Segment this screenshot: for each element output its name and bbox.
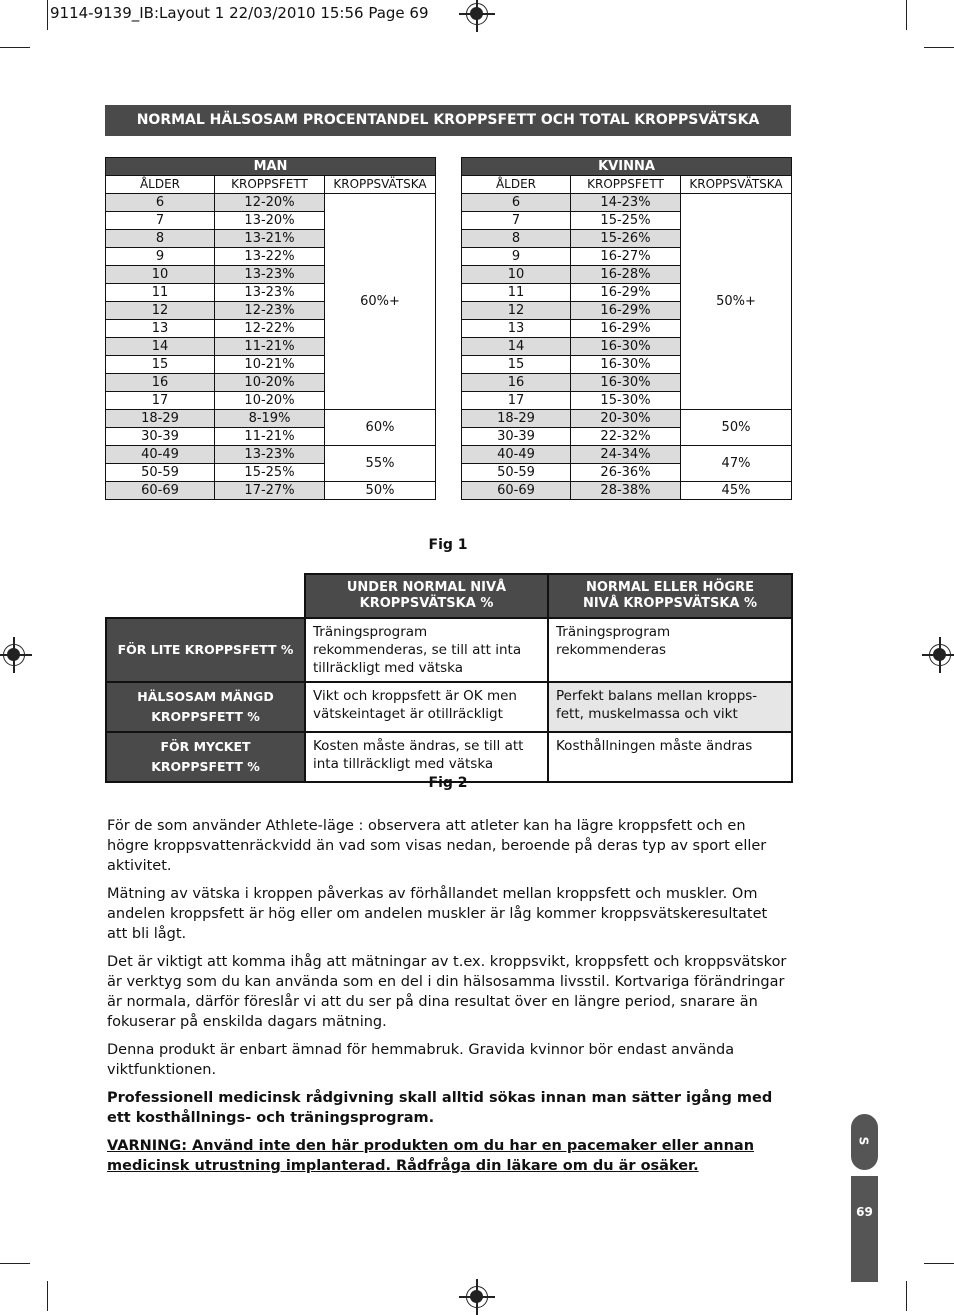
crop-mark [0, 47, 30, 48]
fat-cell: 24-34% [571, 446, 681, 464]
col-header-fat: KROPPSFETT [215, 176, 325, 194]
cell-too-little-normal: Träningsprogram rekommenderas [548, 618, 792, 682]
age-cell: 16 [462, 374, 571, 392]
registration-mark-icon [466, 1286, 488, 1308]
registration-mark-icon [929, 644, 951, 666]
water-cell: 60% [325, 410, 436, 446]
crop-mark [924, 1263, 954, 1264]
age-cell: 16 [106, 374, 215, 392]
fat-cell: 13-23% [215, 284, 325, 302]
fat-cell: 10-20% [215, 392, 325, 410]
age-cell: 8 [106, 230, 215, 248]
age-cell: 10 [462, 266, 571, 284]
fat-cell: 16-29% [571, 302, 681, 320]
registration-mark-icon [466, 3, 488, 25]
table-row [462, 482, 792, 500]
language-letter: S [856, 1136, 871, 1146]
fat-cell: 22-32% [571, 428, 681, 446]
fat-cell: 11-21% [215, 338, 325, 356]
age-cell: 11 [106, 284, 215, 302]
table-title: MAN [106, 158, 436, 176]
age-cell: 18-29 [106, 410, 215, 428]
paragraph: För de som använder Athlete-läge : observera att atleter kan ha lägre kroppsfett och en högre kroppsvattenräckvidd än vad som visas nedan, beroende på deras typ av sport eller aktivitet. [107, 818, 767, 874]
figure-caption: Fig 1 [428, 537, 468, 553]
age-cell: 8 [462, 230, 571, 248]
corner-cell [106, 574, 305, 618]
water-cell: 50% [681, 410, 792, 446]
age-cell: 9 [106, 248, 215, 266]
age-cell: 50-59 [106, 464, 215, 482]
cell-healthy-under: Vikt och kroppsfett är OK men vätskeintaget är otillräckligt [305, 682, 548, 732]
age-cell: 18-29 [462, 410, 571, 428]
fat-cell: 10-21% [215, 356, 325, 374]
fat-cell: 12-20% [215, 194, 325, 212]
warning-note: VARNING: Använd inte den här produkten om du har en pacemaker eller annan medicinsk utrustning implanterad. Rådfråga din läkare om du är osäker. [107, 1138, 755, 1174]
fat-cell: 17-27% [215, 482, 325, 500]
fat-cell: 12-23% [215, 302, 325, 320]
age-cell: 14 [106, 338, 215, 356]
age-cell: 9 [462, 248, 571, 266]
age-cell: 12 [462, 302, 571, 320]
age-cell: 6 [106, 194, 215, 212]
fat-cell: 13-22% [215, 248, 325, 266]
fat-cell: 16-29% [571, 284, 681, 302]
table-man-body [106, 194, 436, 500]
medical-advice-note: Professionell medicinsk rådgivning skall alltid sökas innan man sätter igång med ett kosthållnings- och träningsprogram. [107, 1090, 773, 1126]
registration-mark-icon [3, 644, 25, 666]
cell-too-much-under: Kosten måste ändras, se till att inta tillräckligt med vätska [305, 732, 548, 782]
age-cell: 17 [106, 392, 215, 410]
crop-mark [0, 1263, 30, 1264]
age-cell: 40-49 [106, 446, 215, 464]
water-cell: 60%+ [325, 194, 436, 410]
fat-cell: 26-36% [571, 464, 681, 482]
col-header-fat: KROPPSFETT [571, 176, 681, 194]
age-cell: 7 [462, 212, 571, 230]
cell-healthy-normal: Perfekt balans mellan kropps-fett, muskelmassa och vikt [548, 682, 792, 732]
age-cell: 17 [462, 392, 571, 410]
fat-cell: 16-28% [571, 266, 681, 284]
age-cell: 30-39 [106, 428, 215, 446]
crop-mark [906, 1281, 907, 1311]
table-man [105, 157, 436, 500]
paragraph: Denna produkt är enbart ämnad för hemmabruk. Gravida kvinnor bör endast använda viktfunktionen. [107, 1042, 735, 1078]
fat-cell: 13-23% [215, 446, 325, 464]
age-cell: 15 [106, 356, 215, 374]
fat-cell: 11-21% [215, 428, 325, 446]
fat-cell: 12-22% [215, 320, 325, 338]
fat-cell: 8-19% [215, 410, 325, 428]
fat-cell: 16-30% [571, 356, 681, 374]
age-cell: 14 [462, 338, 571, 356]
fat-cell: 16-29% [571, 320, 681, 338]
crop-mark [47, 0, 48, 30]
row-header-too-much-fat: FÖR MYCKET KROPPSFETT % [106, 732, 305, 782]
fat-cell: 16-30% [571, 374, 681, 392]
table-woman [461, 157, 792, 500]
age-cell: 30-39 [462, 428, 571, 446]
language-tab [851, 1114, 878, 1170]
table-recommendations [105, 573, 793, 783]
fat-cell: 15-30% [571, 392, 681, 410]
fat-cell: 16-30% [571, 338, 681, 356]
crop-mark [906, 0, 907, 30]
age-cell: 13 [106, 320, 215, 338]
age-cell: 11 [462, 284, 571, 302]
water-cell: 50%+ [681, 194, 792, 410]
table-row [106, 410, 436, 428]
fat-cell: 15-25% [215, 464, 325, 482]
table-row [106, 446, 436, 464]
page-number-tab [851, 1176, 878, 1282]
fat-cell: 13-21% [215, 230, 325, 248]
table-row [462, 194, 792, 212]
col-header-age: ÅLDER [462, 176, 571, 194]
col-header-water: KROPPSVÄTSKA [325, 176, 436, 194]
crop-mark [47, 1281, 48, 1311]
figure-caption: Fig 2 [428, 775, 468, 791]
table-row [462, 410, 792, 428]
table-row [106, 194, 436, 212]
water-cell: 45% [681, 482, 792, 500]
section-banner: NORMAL HÄLSOSAM PROCENTANDEL KROPPSFETT OCH TOTAL KROPPSVÄTSKA [105, 105, 791, 136]
body-text [107, 816, 791, 1184]
age-cell: 40-49 [462, 446, 571, 464]
paragraph: Det är viktigt att komma ihåg att mätningar av t.ex. kroppsvikt, kroppsfett och kroppsvätskor är verktyg som du kan använda som en del i din hälsosamma livsstil. Kortvariga förändringar är normala, därför föreslår vi att du ser på dina resultat över en längre period, snarare än fokuserar på enskilda dagars mätning. [107, 954, 787, 1030]
cell-too-much-normal: Kosthållningen måste ändras [548, 732, 792, 782]
page-number: 69 [856, 1205, 873, 1219]
table-title: KVINNA [462, 158, 792, 176]
water-cell: 55% [325, 446, 436, 482]
fat-cell: 13-23% [215, 266, 325, 284]
fat-cell: 16-27% [571, 248, 681, 266]
row-header-too-little-fat: FÖR LITE KROPPSFETT % [106, 618, 305, 682]
table-row [462, 446, 792, 464]
fat-cell: 14-23% [571, 194, 681, 212]
col-header-water: KROPPSVÄTSKA [681, 176, 792, 194]
print-slug: 9114-9139_IB:Layout 1 22/03/2010 15:56 Page 69 [50, 4, 429, 22]
fat-cell: 15-25% [571, 212, 681, 230]
col-header-age: ÅLDER [106, 176, 215, 194]
age-cell: 13 [462, 320, 571, 338]
age-cell: 12 [106, 302, 215, 320]
row-header-healthy-fat: HÄLSOSAM MÄNGD KROPPSFETT % [106, 682, 305, 732]
water-cell: 50% [325, 482, 436, 500]
age-cell: 15 [462, 356, 571, 374]
fat-cell: 13-20% [215, 212, 325, 230]
age-cell: 60-69 [106, 482, 215, 500]
fat-cell: 28-38% [571, 482, 681, 500]
age-cell: 60-69 [462, 482, 571, 500]
water-cell: 47% [681, 446, 792, 482]
age-cell: 10 [106, 266, 215, 284]
fat-cell: 10-20% [215, 374, 325, 392]
age-cell: 7 [106, 212, 215, 230]
age-cell: 6 [462, 194, 571, 212]
fat-cell: 20-30% [571, 410, 681, 428]
cell-too-little-under: Träningsprogram rekommenderas, se till att inta tillräckligt med vätska [305, 618, 548, 682]
fat-cell: 15-26% [571, 230, 681, 248]
table-row [106, 482, 436, 500]
age-cell: 50-59 [462, 464, 571, 482]
paragraph: Mätning av vätska i kroppen påverkas av förhållandet mellan kroppsfett och muskler. Om andelen kroppsfett är hög eller om andelen muskler är låg kommer kroppsvätskeresultatet att bli lågt. [107, 886, 768, 942]
col-header-normal-higher: NORMAL ELLER HÖGRE NIVÅ KROPPSVÄTSKA % [548, 574, 792, 618]
crop-mark [924, 47, 954, 48]
col-header-under-normal: UNDER NORMAL NIVÅ KROPPSVÄTSKA % [305, 574, 548, 618]
table-woman-body [462, 194, 792, 500]
